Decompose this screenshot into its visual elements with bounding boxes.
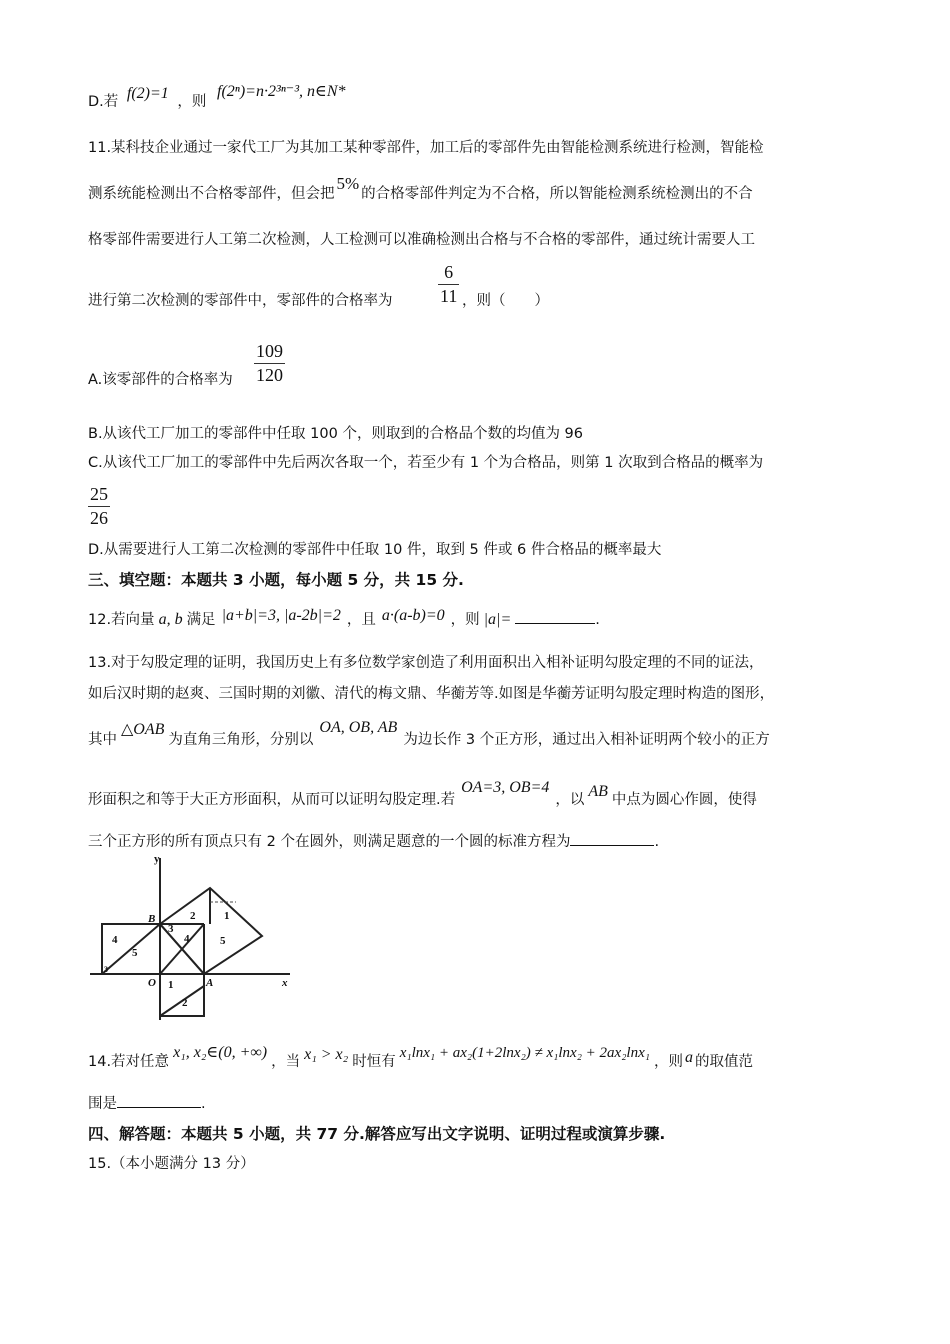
q13-line3-b: 为直角三角形，分别以 — [168, 732, 314, 748]
q13-lengths: OA=3, OB=4 — [461, 779, 550, 796]
q12-c: ，且 — [346, 612, 376, 628]
q15-title: 15.（本小题满分 13 分） — [88, 1156, 255, 1172]
q12-b: 满足 — [186, 612, 216, 628]
region-label-6: 4 — [184, 933, 190, 945]
region-label-3: 3 — [168, 923, 174, 935]
q12-end: . — [595, 612, 600, 628]
region-label-9: 2 — [182, 997, 188, 1009]
q12-line — [88, 608, 600, 629]
q13-triangle: △OAB — [121, 721, 165, 738]
q13-line4 — [88, 779, 757, 809]
q13-answer-blank[interactable] — [570, 831, 654, 847]
q13-line5-end: . — [654, 834, 660, 850]
q11-line2-a: 测系统能检测出不合格零部件，但会把 — [88, 186, 335, 202]
q13-ab: AB — [588, 783, 608, 800]
q11-line2 — [88, 174, 753, 203]
q13-line3 — [88, 719, 770, 749]
q11-pct: 5% — [336, 174, 360, 193]
q11-option-a: A.该零部件的合格率为 — [88, 372, 233, 388]
q13-sides: OA, OB, AB — [319, 719, 398, 736]
q11-option-c: C.从该代工厂加工的零部件中先后两次各取一个，若至少有 1 个为合格品，则第 1 次取到合格品的概率为 — [88, 455, 764, 471]
q14-e: 的取值范 — [694, 1054, 753, 1070]
q12-ask: |a|= — [483, 611, 512, 628]
square-oa — [160, 974, 204, 1016]
q10d-expr2: f(2ⁿ)=n·2³ⁿ⁻³, n∈N* — [217, 83, 346, 100]
axis-y-label: y — [154, 853, 160, 865]
q14-param: a — [684, 1049, 693, 1066]
q10d-mid: ，则 — [177, 94, 207, 110]
q10-option-d — [88, 83, 346, 111]
q14-b: ，当 — [271, 1054, 301, 1070]
q11-frac-den: 11 — [440, 286, 458, 306]
q14-line2-end: . — [201, 1096, 206, 1112]
q14-line1 — [88, 1044, 753, 1071]
q14-d: ，则 — [653, 1054, 683, 1070]
q14-a: 14.若对任意 — [88, 1054, 170, 1070]
q13-line3-a: 其中 — [88, 732, 117, 748]
q11-line4-a: 进行第二次检测的零部件中，零部件的合格率为 — [88, 293, 393, 309]
q12-cond2: a·(a-b)=0 — [381, 607, 445, 624]
q13-line4-b: ，以 — [555, 792, 585, 808]
q11-optA-den: 120 — [256, 365, 283, 385]
origin-label: O — [148, 977, 156, 989]
q11-fraction — [438, 262, 459, 307]
section-3-heading: 三、填空题：本题共 3 小题，每小题 5 分，共 15 分. — [88, 571, 464, 589]
q11-option-b: B.从该代工厂加工的零部件中任取 100 个，则取到的合格品个数的均值为 96 — [88, 426, 584, 442]
q11-frac-num: 6 — [444, 262, 454, 282]
q11-optC-den: 26 — [90, 508, 108, 528]
q13-line2: 如后汉时期的赵爽、三国时期的刘徽、清代的梅文鼎、华蘅芳等.如图是华蘅芳证明勾股定理时构造的图形， — [88, 686, 775, 702]
q11-line3: 格零部件需要进行人工第二次检测，人工检测可以准确检测出合格与不合格的零部件，通过统计需要人工 — [88, 232, 755, 248]
q12-a: 12.若向量 — [88, 612, 155, 628]
q13-line5 — [88, 830, 659, 851]
q11-option-d: D.从需要进行人工第二次检测的零部件中任取 10 件，取到 5 件或 6 件合格品的概率最大 — [88, 542, 662, 558]
q11-option-c-fraction — [88, 484, 110, 529]
q14-domain: x₁, x₂∈(0, +∞) — [173, 1044, 268, 1061]
section-4-heading: 四、解答题：本题共 5 小题，共 77 分.解答应写出文字说明、证明过程或演算步骤. — [88, 1125, 666, 1143]
q11-line1: 11.某科技企业通过一家代工厂为其加工某种零部件，加工后的零部件先由智能检测系统进行检测，智能检 — [88, 140, 764, 156]
q11-line2-b: 的合格零部件判定为不合格，所以智能检测系统检测出的不合 — [361, 186, 753, 202]
q11-optA-num: 109 — [256, 341, 283, 361]
region-label-1: 4 — [112, 934, 118, 946]
q13-line4-a: 形面积之和等于大正方形面积，从而可以证明勾股定理.若 — [88, 792, 456, 808]
point-b-label: B — [148, 913, 156, 925]
region-label-8: 1 — [168, 979, 174, 991]
q14-line2 — [88, 1092, 206, 1113]
q11-optC-num: 25 — [90, 484, 108, 504]
q12-cond1: |a+b|=3, |a-2b|=2 — [221, 607, 341, 624]
region-label-2: 5 — [132, 947, 138, 959]
q12-answer-blank[interactable] — [515, 609, 595, 625]
axis-x-label: x — [282, 977, 288, 989]
pythagorean-figure — [86, 852, 296, 1024]
q10d-prefix: D.若 — [88, 94, 119, 110]
q12-vars: a, b — [158, 611, 183, 628]
point-a-label: A — [206, 977, 214, 989]
q10d-expr1: f(2)=1 — [126, 85, 169, 102]
q13-line5-text: 三个正方形的所有顶点只有 2 个在圆外，则满足题意的一个圆的标准方程为 — [88, 834, 571, 850]
q14-line2-text: 围是 — [88, 1096, 117, 1112]
region-label-5: 1 — [224, 910, 230, 922]
region-label-10: 3 — [104, 965, 108, 974]
q14-answer-blank[interactable] — [117, 1093, 201, 1109]
q14-inequality: x₁lnx₁ + ax₂(1+2lnx₂) ≠ x₁lnx₂ + 2ax₂lnx₁ — [399, 1045, 650, 1061]
region-label-7: 5 — [220, 935, 226, 947]
q13-line4-c: 中点为圆心作圆，使得 — [611, 792, 757, 808]
region-label-4: 2 — [190, 910, 196, 922]
q11-line4-b: ，则（ ） — [462, 293, 549, 309]
q13-line1: 13.对于勾股定理的证明，我国历史上有多位数学家创造了利用面积出入相补证明勾股定理的不同的证法， — [88, 655, 764, 671]
q14-c: 时恒有 — [352, 1054, 396, 1070]
q11-option-a-fraction — [254, 341, 285, 386]
q14-order: x₁ > x₂ — [304, 1046, 349, 1063]
q13-line3-c: 为边长作 3 个正方形，通过出入相补证明两个较小的正方 — [403, 732, 770, 748]
q12-d: ，则 — [450, 612, 480, 628]
